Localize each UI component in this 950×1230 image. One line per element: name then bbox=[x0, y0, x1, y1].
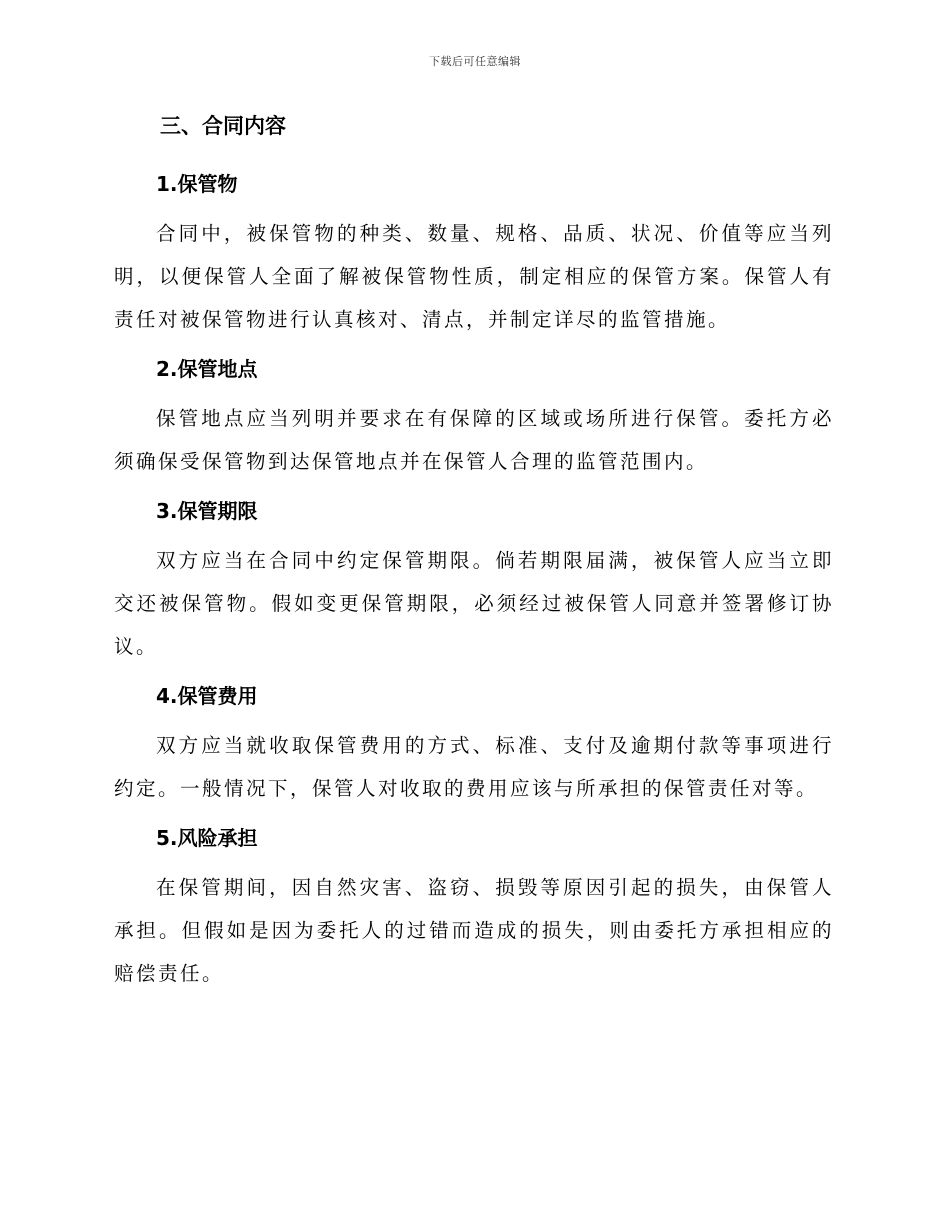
item-title-storage-object: 1.保管物 bbox=[156, 172, 238, 196]
item-body-storage-object: 合同中，被保管物的种类、数量、规格、品质、状况、价值等应当列明，以便保管人全面了解被保管物性质，制定相应的保管方案。保管人有责任对被保管物进行认真核对、清点，并制定详尽的监管措施。 bbox=[114, 222, 834, 331]
item-title-storage-fee: 4.保管费用 bbox=[156, 684, 258, 708]
item-body-storage-period: 双方应当在合同中约定保管期限。倘若期限届满，被保管人应当立即交还被保管物。假如变更保管期限，必须经过被保管人同意并签署修订协议。 bbox=[114, 549, 834, 658]
item-body-risk: 在保管期间，因自然灾害、盗窃、损毁等原因引起的损失，由保管人承担。但假如是因为委托人的过错而造成的损失，则由委托方承担相应的赔偿责任。 bbox=[114, 876, 834, 985]
item-title-storage-period: 3.保管期限 bbox=[156, 499, 258, 523]
item-title-storage-location: 2.保管地点 bbox=[156, 357, 258, 381]
page-header: 下载后可任意编辑 bbox=[429, 55, 521, 68]
document-content bbox=[114, 108, 834, 1005]
item-body-storage-location: 保管地点应当列明并要求在有保障的区域或场所进行保管。委托方必须确保受保管物到达保管地点并在保管人合理的监管范围内。 bbox=[114, 407, 834, 473]
item-body-storage-fee: 双方应当就收取保管费用的方式、标准、支付及逾期付款等事项进行约定。一般情况下，保管人对收取的费用应该与所承担的保管责任对等。 bbox=[114, 734, 834, 800]
section-title: 三、合同内容 bbox=[160, 114, 286, 138]
item-title-risk: 5.风险承担 bbox=[156, 826, 258, 850]
